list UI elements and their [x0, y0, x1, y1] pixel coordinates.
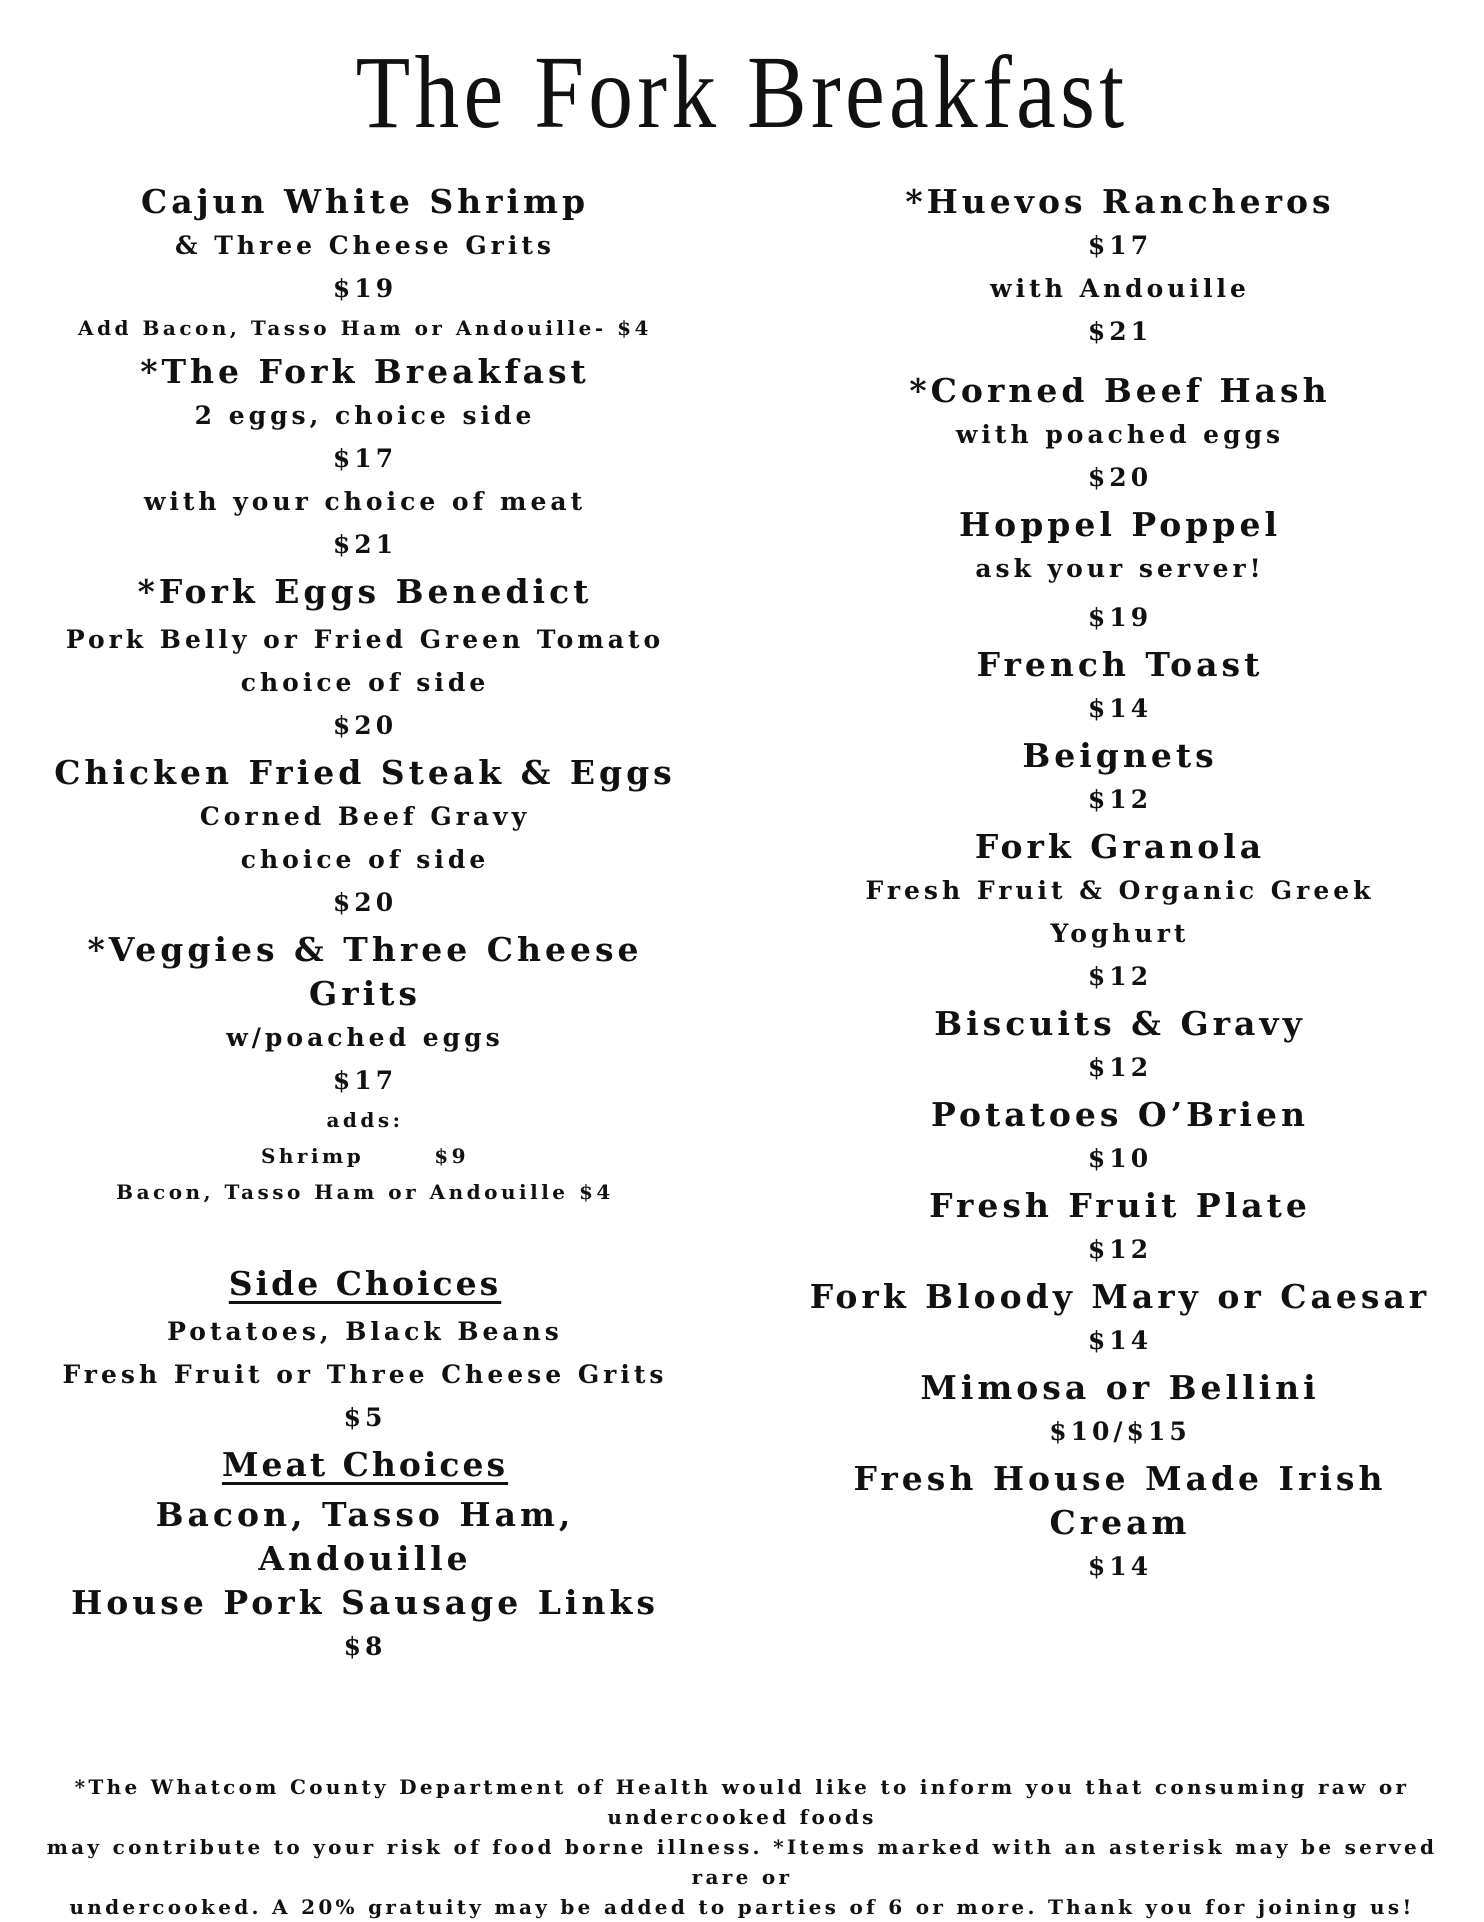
item-description: w/poached eggs: [226, 1023, 504, 1052]
menu-item-beignets: [800, 734, 1440, 821]
item-price: $12: [1087, 1235, 1153, 1264]
menu-item-huevos-rancheros: [800, 180, 1440, 353]
item-name: *Veggies & Three Cheese Grits: [87, 930, 643, 1013]
item-name: Potatoes O’Brien: [931, 1095, 1309, 1134]
item-description: ask your server!: [975, 554, 1265, 583]
disclaimer-line: may contribute to your risk of food borne illness. *Items marked with an asterisk may be served rare or: [46, 1835, 1438, 1889]
menu-item-hoppel-poppel: [800, 503, 1440, 639]
item-price: $14: [1087, 1552, 1153, 1581]
item-price: $21: [332, 530, 398, 559]
item-description: 2 eggs, choice side: [194, 401, 536, 430]
item-price: $17: [332, 444, 398, 473]
add-on-shrimp: [45, 1138, 685, 1174]
section-heading: Meat Choices: [221, 1445, 509, 1484]
item-description: with your choice of meat: [143, 487, 587, 516]
health-disclaimer: [40, 1772, 1444, 1922]
item-price: $10: [1087, 1144, 1153, 1173]
meat-choices-section: [45, 1443, 685, 1668]
item-name: French Toast: [976, 645, 1264, 684]
item-description: choice of side: [240, 668, 490, 697]
add-on-meat: Bacon, Tasso Ham or Andouille $4: [116, 1180, 614, 1204]
menu-item-irish-cream: [800, 1457, 1440, 1588]
disclaimer-line: *The Whatcom County Department of Health would like to inform you that consuming raw or undercooked foods: [74, 1775, 1410, 1829]
item-name: Hoppel Poppel: [959, 505, 1281, 544]
side-choices-section: [45, 1262, 685, 1439]
menu-item-fork-breakfast: [45, 350, 685, 566]
item-description: with poached eggs: [955, 420, 1285, 449]
menu-item-cajun-shrimp: [45, 180, 685, 346]
item-price: $12: [1087, 785, 1153, 814]
item-add-on: Add Bacon, Tasso Ham or Andouille- $4: [78, 316, 652, 340]
item-name: Fork Bloody Mary or Caesar: [809, 1277, 1431, 1316]
item-price: $17: [1087, 231, 1153, 260]
meat-options: House Pork Sausage Links: [71, 1583, 659, 1622]
menu-item-french-toast: [800, 643, 1440, 730]
menu-item-eggs-benedict: [45, 570, 685, 747]
add-on-price: $9: [434, 1144, 470, 1168]
item-name: Fresh Fruit Plate: [929, 1186, 1311, 1225]
item-price: $20: [332, 888, 398, 917]
disclaimer-line: undercooked. A 20% gratuity may be added to parties of 6 or more. Thank you for joining us!: [69, 1895, 1415, 1919]
meat-options: Bacon, Tasso Ham, Andouille: [155, 1495, 575, 1578]
item-price: $12: [1087, 1053, 1153, 1082]
side-options: Fresh Fruit or Three Cheese Grits: [62, 1360, 668, 1389]
item-price: $14: [1087, 1326, 1153, 1355]
item-price: $17: [332, 1066, 398, 1095]
item-name: Beignets: [1022, 736, 1218, 775]
item-description: Pork Belly or Fried Green Tomato: [65, 625, 665, 654]
page-title: The Fork Breakfast: [355, 35, 1129, 150]
menu-item-biscuits-gravy: [800, 1002, 1440, 1089]
item-name: Chicken Fried Steak & Eggs: [54, 753, 676, 792]
item-name: Fresh House Made Irish Cream: [853, 1459, 1387, 1542]
menu-item-potatoes-obrien: [800, 1093, 1440, 1180]
item-description: Fresh Fruit & Organic Greek Yoghurt: [865, 876, 1375, 948]
menu-item-corned-beef-hash: [800, 369, 1440, 499]
adds-label: adds:: [326, 1108, 404, 1132]
menu-item-fruit-plate: [800, 1184, 1440, 1271]
menu-item-fork-granola: [800, 825, 1440, 998]
item-price: $10/$15: [1049, 1417, 1191, 1446]
add-on-name: Shrimp: [260, 1144, 365, 1168]
section-heading: Side Choices: [228, 1264, 502, 1303]
item-price: $12: [1087, 962, 1153, 991]
item-price: $19: [332, 274, 398, 303]
item-description: & Three Cheese Grits: [175, 231, 555, 260]
menu-item-mimosa: [800, 1366, 1440, 1453]
item-name: Fork Granola: [974, 827, 1266, 866]
menu-item-chicken-fried-steak: [45, 751, 685, 924]
item-name: Mimosa or Bellini: [920, 1368, 1320, 1407]
item-price: $5: [343, 1403, 387, 1432]
menu-item-bloody-mary: [800, 1275, 1440, 1362]
item-description: with Andouille: [990, 274, 1250, 303]
item-price: $8: [343, 1632, 387, 1661]
item-name: Biscuits & Gravy: [934, 1004, 1306, 1043]
item-name: *Huevos Rancheros: [905, 182, 1335, 221]
side-options: Potatoes, Black Beans: [167, 1317, 563, 1346]
menu-item-veggies-grits: [45, 928, 685, 1210]
item-name: *The Fork Breakfast: [140, 352, 590, 391]
item-price: $20: [332, 711, 398, 740]
menu-left-column: [45, 180, 685, 1668]
item-description: choice of side: [240, 845, 490, 874]
item-price: $21: [1087, 317, 1153, 346]
item-price: $20: [1087, 463, 1153, 492]
item-name: *Corned Beef Hash: [909, 371, 1331, 410]
item-price: $14: [1087, 694, 1153, 723]
menu-right-column: [800, 180, 1440, 1588]
item-name: *Fork Eggs Benedict: [137, 572, 593, 611]
item-price: $19: [1087, 603, 1153, 632]
item-description: Corned Beef Gravy: [199, 802, 531, 831]
item-name: Cajun White Shrimp: [140, 182, 590, 221]
